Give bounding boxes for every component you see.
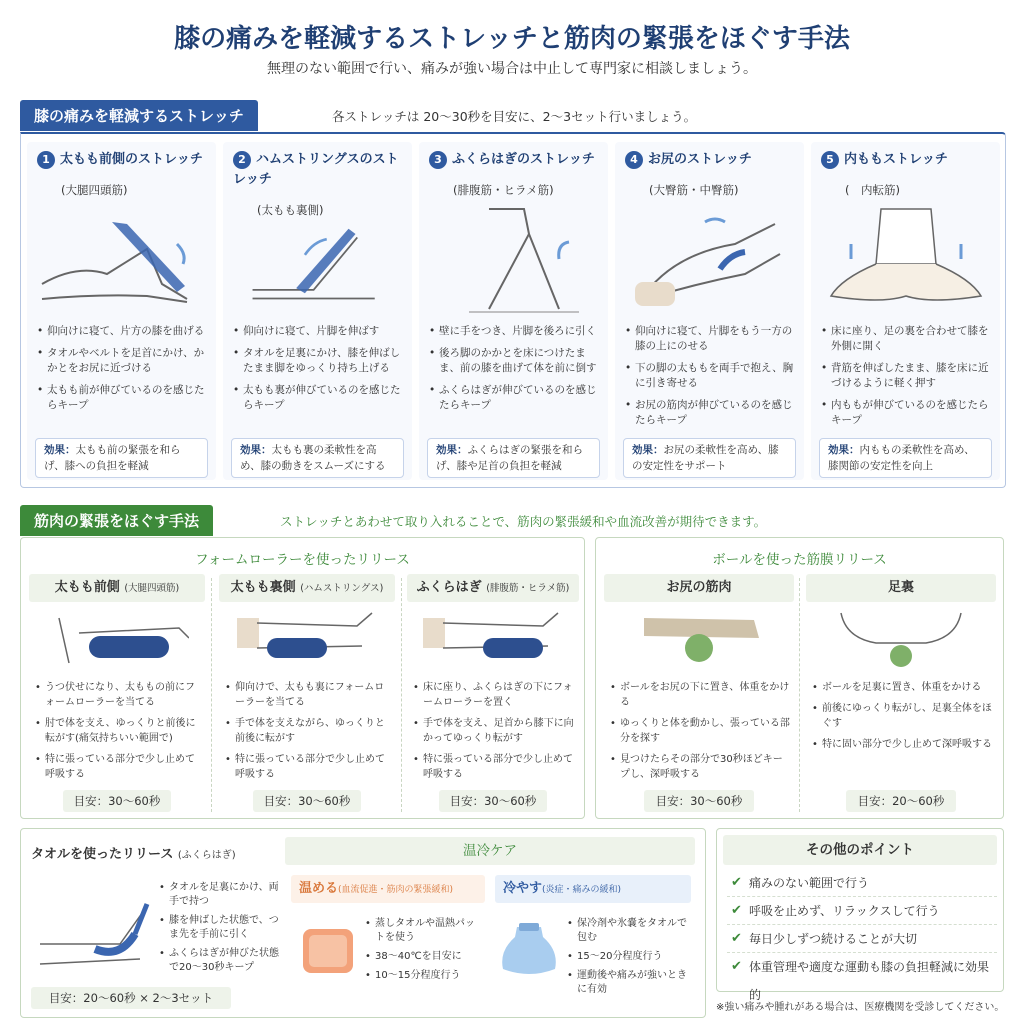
col-header-text: 太もも前側 [54,580,120,595]
checklist-item: ✔ 体重管理や適度な運動も膝の負担軽減に効果的 [727,953,997,981]
effect-text: 内ももの柔軟性を高め、膝関節の安定性を向上 [828,444,975,472]
glute-stretch-illustration [625,204,795,314]
instructions [35,680,201,788]
effect-box [819,438,992,478]
card-number: 4 [625,151,643,169]
duration-guide: 目安：30〜60秒 [63,790,171,812]
card-instructions [625,324,798,435]
col-header-sub: (大腿四頭筋) [124,583,180,594]
instruction: • ボールを足裏に置き、体重をかける [812,680,992,695]
effect-label: 効果： [44,444,76,456]
card-number: 2 [233,151,251,169]
towel-title [31,843,236,862]
checklist-item: ✔ 呼吸を止めず、リラックスして行う [727,897,997,925]
card-title-text: ふくらはぎのストレッチ [452,152,595,167]
card-subtitle: (大臀筋・中臀筋) [649,183,739,197]
instruction: • 特に張っている部分で少し止めて呼吸する [35,752,201,782]
effect-label: 効果： [828,444,860,456]
instruction: • タオルを足裏にかけ、膝を伸ばしたまま脚をゆっくり持ち上げる [233,346,406,376]
instruction: • 特に固い部分で少し止めて深呼吸する [812,737,992,752]
card-title-text: 太もも前側のストレッチ [60,152,203,167]
card-title-text: お尻のストレッチ [648,152,752,167]
instruction: • 太もも裏が伸びているのを感じたらキープ [233,383,406,413]
thigh-front-stretch-illustration [37,204,207,314]
col-header [219,574,395,602]
warm-header-sub: (血流促進・筋肉の緊張緩和) [338,885,454,895]
card-instructions [429,324,602,420]
card-instructions [821,324,994,435]
instruction: • 手で体を支えながら、ゆっくりと前後に転がす [225,716,391,746]
points-checklist [727,869,997,1002]
foam-roller-calf-illustration [423,608,563,672]
effect-box [35,438,208,478]
page-subtitle: 無理のない範囲で行い、痛みが強い場合は中止して専門家に相談しましょう。 [267,61,757,77]
effect-text: ふくらはぎの緊張を和らげ、膝や足首の負担を軽減 [436,444,583,472]
foam-col-thigh-back [219,574,395,814]
instruction: • 床に座り、足の裏を合わせて膝を外側に開く [821,324,994,354]
instructions [225,680,391,788]
instruction: • 肘で体を支え、ゆっくりと前後に転がす(痛気持ちいい範囲で) [35,716,201,746]
card-title-text: ハムストリングスのストレッチ [233,152,399,187]
instruction: • 運動後や痛みが強いときに有効 [567,969,691,997]
inner-thigh-stretch-illustration [821,204,991,314]
instruction: • ふくらはぎが伸びた状態で20〜30秒キープ [159,947,283,975]
footnote: ※強い痛みや腫れがある場合は、医療機関を受診してください。 [716,1002,1005,1013]
other-points-panel [716,828,1004,1002]
stretch-card-3 [419,142,608,480]
card-title [821,150,994,170]
card-title [37,150,210,170]
duration-guide: 目安：20〜60秒 × 2〜3セット [31,987,231,1009]
effect-text: 太もも前の緊張を和らげ、膝への負担を軽減 [44,444,181,472]
card-subtitle: (大腿四頭筋) [61,183,128,197]
instruction: • 手で体を支え、足首から膝下に向かってゆっくり転がす [413,716,575,746]
duration-guide: 目安：30〜60秒 [253,790,361,812]
duration-guide: 目安：30〜60秒 [439,790,547,812]
stretch-card-5 [811,142,1000,480]
foam-col-thigh-front [29,574,205,814]
warm-header-text: 温める [299,881,339,896]
instruction: • 内ももが伸びているのを感じたらキープ [821,398,994,428]
instruction: • 前後にゆっくり転がし、足裏全体をほぐす [812,701,992,731]
ball-col-glute [604,574,794,814]
foam-roller-thigh-front-illustration [49,608,189,672]
instruction: • 下の脚の太ももを両手で抱え、胸に引き寄せる [625,361,798,391]
card-title [233,150,406,190]
foam-col-calf [407,574,579,814]
instruction: • お尻の筋肉が伸びているのを感じたらキープ [625,398,798,428]
stretch-card-2 [223,142,412,480]
col-header-text: 太もも裏側 [230,580,296,595]
instructions [812,680,992,758]
col-header: お尻の筋肉 [604,574,794,602]
stretch-section-tab: 膝の痛みを軽減するストレッチ [20,100,258,131]
col-header [29,574,205,602]
card-subtitle: ( 内転筋) [845,183,900,197]
towel-thermal-panel [20,828,706,1018]
release-section-note: ストレッチとあわせて取り入れることで、筋肉の緊張緩和や血流改善が期待できます。 [280,514,767,529]
instruction: • 見つけたらその部分で30秒ほどキープし、深呼吸する [610,752,790,782]
towel-calf-illustration [35,889,155,969]
towel-instructions [159,881,283,980]
instruction: • 特に張っている部分で少し止めて呼吸する [225,752,391,782]
instruction: • 膝を伸ばした状態で、つま先を手前に引く [159,914,283,942]
instruction: • 38〜40℃を目安に [365,950,483,964]
duration-guide: 目安：30〜60秒 [644,790,754,812]
warm-header [291,875,485,903]
divider [211,578,212,812]
instruction: • 仰向けに寝て、片脚をもう一方の膝の上にのせる [625,324,798,354]
instruction: • うつ伏せになり、太ももの前にフォームローラーを当てる [35,680,201,710]
card-title-text: 内ももストレッチ [844,152,948,167]
hamstring-stretch-illustration [233,220,403,316]
page-title: 膝の痛みを軽減するストレッチと筋肉の緊張をほぐす手法 [174,24,850,54]
instruction: • 後ろ脚のかかとを床につけたまま、前の膝を曲げて体を前に倒す [429,346,602,376]
col-header-sub: (ハムストリングス) [300,583,384,594]
card-number: 5 [821,151,839,169]
release-section-tab: 筋肉の緊張をほぐす手法 [20,505,213,536]
instruction: • 蒸しタオルや温熱パットを使う [365,917,483,945]
foam-roller-title: フォームローラーを使ったリリース [195,552,410,568]
col-header-sub: (腓腹筋・ヒラメ筋) [486,583,570,594]
instruction: • 太もも前が伸びているのを感じたらキープ [37,383,210,413]
card-subtitle: (腓腹筋・ヒラメ筋) [453,183,554,197]
effect-text: 太もも裏の柔軟性を高め、膝の動きをスムーズにする [240,444,386,472]
ice-bag-icon [497,921,561,981]
divider [799,578,800,812]
instruction: • ボールをお尻の下に置き、体重をかける [610,680,790,710]
foam-roller-thigh-back-illustration [237,608,377,672]
cold-header [495,875,691,903]
effect-label: 効果： [240,444,272,456]
cold-header-text: 冷やす [503,881,543,896]
instruction: • ふくらはぎが伸びているのを感じたらキープ [429,383,602,413]
ball-col-sole [806,574,996,814]
card-number: 3 [429,151,447,169]
col-header: 足裏 [806,574,996,602]
instruction: • 仰向けに寝て、片脚を伸ばす [233,324,406,339]
instruction: • 15〜20分程度行う [567,950,691,964]
checklist-item: ✔ 痛みのない範囲で行う [727,869,997,897]
duration-guide: 目安：20〜60秒 [846,790,956,812]
ball-sole-illustration [836,608,966,672]
card-instructions [233,324,406,420]
card-title [429,150,602,170]
stretch-section-note: 各ストレッチは 20〜30秒を目安に、2〜3セット行いましょう。 [332,109,697,124]
ball-glute-illustration [644,608,764,672]
stretch-card-1 [27,142,216,480]
warm-instructions [365,917,483,988]
instruction: • 仰向けで、太もも裏にフォームローラーを当てる [225,680,391,710]
effect-label: 効果： [632,444,664,456]
instruction: • 床に座り、ふくらはぎの下にフォームローラーを置く [413,680,575,710]
card-number: 1 [37,151,55,169]
cold-instructions [567,917,691,1002]
card-instructions [37,324,210,420]
foam-roller-panel [20,537,585,819]
instruction: • ゆっくりと体を動かし、張っている部分を探す [610,716,790,746]
col-header-text: ふくらはぎ [416,580,482,595]
effect-box [427,438,600,478]
divider [401,578,402,812]
card-title [625,150,798,170]
effect-text: お尻の柔軟性を高め、膝の安定性をサポート [632,444,779,472]
col-header [407,574,579,602]
instruction: • 保冷剤や氷嚢をタオルで包む [567,917,691,945]
effect-box [623,438,796,478]
instruction: • 特に張っている部分で少し止めて呼吸する [413,752,575,782]
instruction: • 背筋を伸ばしたまま、膝を床に近づけるように軽く押す [821,361,994,391]
other-points-title: その他のポイント [723,835,997,865]
thermal-care-title: 温冷ケア [285,837,695,865]
instruction: • 壁に手をつき、片脚を後ろに引く [429,324,602,339]
effect-box [231,438,404,478]
checklist-item: ✔ 毎日少しずつ続けることが大切 [727,925,997,953]
stretch-card-4 [615,142,804,480]
towel-title-text: タオルを使ったリリース [31,847,174,862]
hot-towel-icon [297,921,359,981]
instruction: • 10〜15分程度行う [365,969,483,983]
ball-release-panel [595,537,1004,819]
calf-stretch-illustration [429,204,599,314]
effect-label: 効果： [436,444,468,456]
instruction: • タオルやベルトを足首にかけ、かかとをお尻に近づける [37,346,210,376]
instruction: • タオルを足裏にかけ、両手で持つ [159,881,283,909]
card-subtitle: (太もも裏側) [257,203,324,217]
thermal-care-box [285,837,695,1009]
instructions [413,680,575,788]
stretch-panel [20,132,1006,488]
instruction: • 仰向けに寝て、片方の膝を曲げる [37,324,210,339]
towel-title-sub: (ふくらはぎ) [177,850,236,861]
ball-release-title: ボールを使った筋膜リリース [712,552,887,568]
cold-header-sub: (炎症・痛みの緩和) [542,885,622,895]
instructions [610,680,790,788]
